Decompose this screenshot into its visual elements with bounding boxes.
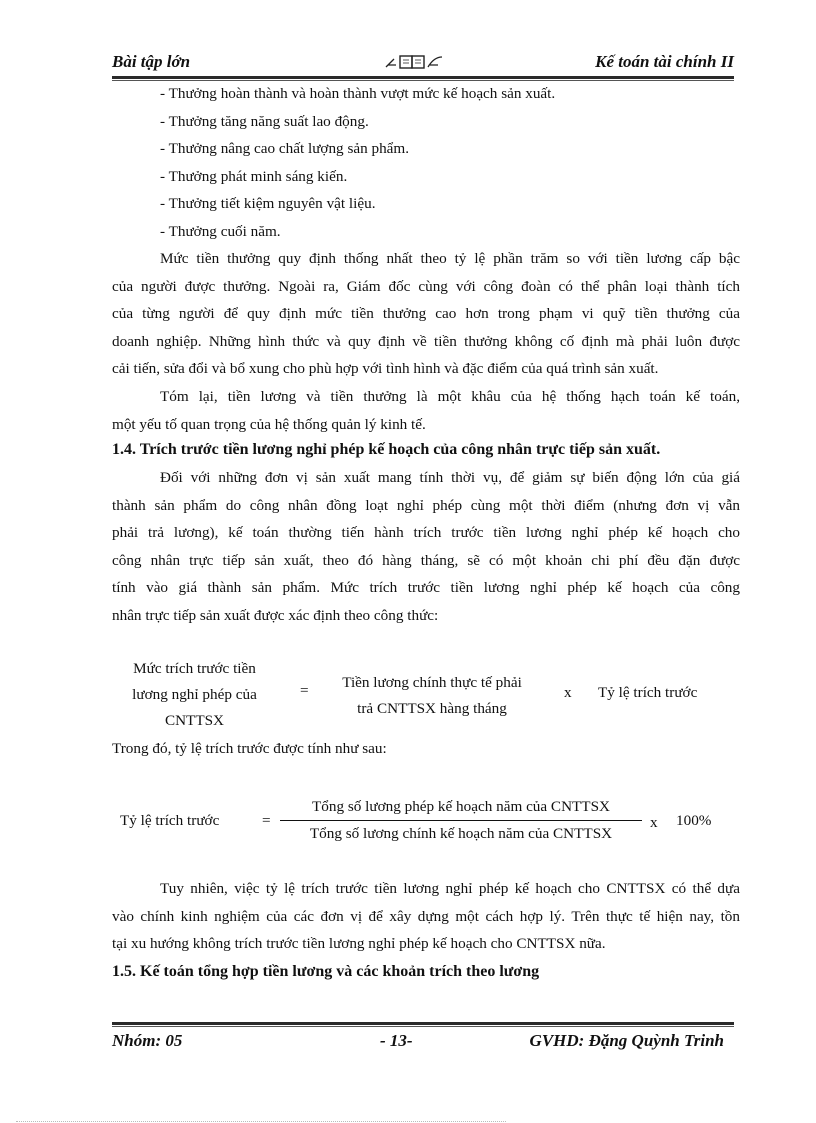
paragraph-line: cải tiến, sửa đổi và bổ xung cho phù hợp với tình hình và đặc điểm của quá trình sản xuất. xyxy=(112,360,659,377)
fraction-numerator: Tổng số lương phép kế hoạch năm của CNTTSX xyxy=(311,798,611,815)
page-number: - 13- xyxy=(380,1031,413,1050)
equals-sign: = xyxy=(300,682,309,699)
paragraph-bonus-rate xyxy=(112,245,740,383)
section-heading-1-5 xyxy=(112,958,740,986)
formula-lhs-line: Mức trích trước tiền xyxy=(133,660,256,677)
paragraph-summary xyxy=(112,383,740,438)
paragraph-line: của người được thưởng. Ngoài ra, Giám đốc cùng với công đoàn có thể phân loại thành tích xyxy=(112,277,740,295)
list-item: - Thưởng phát minh sáng kiến. xyxy=(160,167,348,185)
header-right-title: Kế toán tài chính II xyxy=(595,52,734,71)
header-left-title: Bài tập lớn xyxy=(112,52,191,71)
heading-text: 1.5. Kế toán tổng hợp tiền lương và các khoản trích theo lương xyxy=(112,963,540,980)
book-quill-icon xyxy=(384,53,444,71)
paragraph-line: Tuy nhiên, việc tỷ lệ trích trước tiền lương nghỉ phép kế hoạch cho CNTTSX có thể dựa xyxy=(160,880,740,897)
paragraph-line: Mức tiền thưởng quy định thống nhất theo tỷ lệ phần trăm so với tiền lương cấp bậc xyxy=(160,250,740,267)
paragraph-line: phải trả lương), kế toán thường tiến hành trích trước tiền lương nghỉ phép kế hoạch cho xyxy=(112,524,740,541)
paragraph-line: Tóm lại, tiền lương và tiền thưởng là một khâu của hệ thống hạch toán kế toán, xyxy=(160,388,740,405)
paragraph-line: một yếu tố quan trọng của hệ thống quản lý kinh tế. xyxy=(112,415,426,433)
fraction xyxy=(280,796,642,845)
formula-accrual-amount xyxy=(112,656,740,736)
footer-group: Nhóm: 05 xyxy=(112,1031,183,1050)
bonus-types-list xyxy=(112,80,740,245)
multiply-sign: x xyxy=(650,814,658,831)
formula-lhs xyxy=(112,656,277,734)
paragraph-line: doanh nghiệp. Những hình thức và quy định về tiền thưởng không cố định mà phải luôn được xyxy=(112,332,740,350)
formula-lhs: Tỷ lệ trích trước xyxy=(120,812,220,829)
paragraph-line: công nhân trực tiếp sản xuất, theo đó hàng tháng, sẽ có một khoản chi phí đều đặn được xyxy=(112,551,740,569)
fraction-denominator: Tổng số lương chính kế hoạch năm của CNTTSX xyxy=(309,825,613,842)
page-edge-dotted xyxy=(16,1121,506,1122)
formula-mid-line: trả CNTTSX hàng tháng xyxy=(357,700,507,717)
paragraph-line: tại xu hướng không trích trước tiền lương nghỉ phép kế hoạch cho CNTTSX nữa. xyxy=(112,935,606,952)
list-item: - Thưởng tiết kiệm nguyên vật liệu. xyxy=(160,195,376,212)
paragraph-accrual xyxy=(112,464,740,629)
formula-mid-line: Tiền lương chính thực tế phải xyxy=(342,674,522,691)
paragraph-line: vào chính kinh nghiệm của các đơn vị để xây dựng một cách hợp lý. Trên thực tế hiện nay, tồn xyxy=(112,907,740,925)
book-ornament-icon xyxy=(384,53,444,76)
paragraph-line: nhân trực tiếp sản xuất được xác định theo công thức: xyxy=(112,606,439,624)
multiply-sign: x xyxy=(564,684,572,701)
section-heading-1-4 xyxy=(112,436,740,464)
formula-intro-line: Trong đó, tỷ lệ trích trước được tính như sau: xyxy=(112,740,387,757)
percent-value: 100% xyxy=(676,812,712,829)
footer-divider xyxy=(112,1022,734,1027)
paragraph-line: thành sản phẩm do công nhân đồng loạt nghỉ phép cùng một thời điểm (nhưng đơn vị vẫn xyxy=(112,496,740,514)
heading-text: 1.4. Trích trước tiền lương nghỉ phép kế hoạch của công nhân trực tiếp sản xuất. xyxy=(112,441,661,458)
formula-accrual-rate xyxy=(112,796,740,856)
paragraph-however xyxy=(112,875,740,958)
formula-lhs-line: lương nghỉ phép của xyxy=(132,686,257,703)
formula-lhs-line: CNTTSX xyxy=(164,712,225,729)
formula-rhs: Tỷ lệ trích trước xyxy=(598,684,698,701)
footer-supervisor: GVHD: Đặng Quỳnh Trinh xyxy=(529,1031,724,1050)
fraction-bar xyxy=(280,820,642,821)
equals-sign: = xyxy=(262,812,271,829)
page-footer xyxy=(112,1031,734,1053)
list-item: - Thưởng nâng cao chất lượng sản phẩm. xyxy=(160,140,410,157)
paragraph-line: của từng người để quy định mức tiền thưởng cao hơn trong phạm vi quỹ tiền thưởng của xyxy=(112,305,740,322)
page-header xyxy=(112,52,734,74)
paragraph-line: tính vào giá thành sản phẩm. Mức trích trước tiền lương nghỉ phép kế hoạch của công xyxy=(112,579,740,596)
formula-middle-term xyxy=(322,670,542,722)
paragraph-line: Đối với những đơn vị sản xuất mang tính thời vụ, để giảm sự biến động lớn của giá xyxy=(160,469,740,486)
list-item: - Thưởng hoàn thành và hoàn thành vượt mức kế hoạch sản xuất. xyxy=(160,85,556,102)
list-item: - Thưởng cuối năm. xyxy=(160,222,281,240)
list-item: - Thưởng tăng năng suất lao động. xyxy=(160,112,369,130)
